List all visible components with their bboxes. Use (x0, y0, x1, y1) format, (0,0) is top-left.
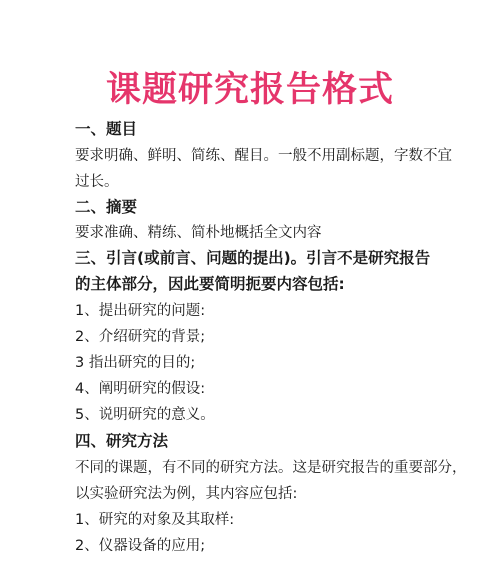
list-item: 3 指出研究的目的; (75, 355, 196, 371)
paragraph-line: 以实验研究法为例，其内容应包括: (75, 486, 298, 502)
list-item: 4、阐明研究的假设: (75, 381, 206, 397)
section-heading-2: 二、摘要 (75, 198, 138, 216)
list-item: 1、研究的对象及其取样: (75, 512, 235, 528)
section-heading-3-cont: 的主体部分，因此要简明扼要内容包括: (75, 275, 345, 293)
paragraph-line: 要求明确、鲜明、简练、醒目。一般不用副标题，字数不宜 (75, 148, 452, 164)
list-item: 2、介绍研究的背景; (75, 329, 206, 345)
list-item: 5、说明研究的意义。 (75, 407, 215, 423)
section-heading-1: 一、题目 (75, 120, 138, 138)
paragraph-line: 要求准确、精练、简朴地概括全文内容 (75, 225, 322, 241)
list-item: 2、仪器设备的应用; (75, 538, 206, 554)
page-title: 课题研究报告格式 (105, 70, 394, 110)
section-heading-3: 三、引言(或前言、问题的提出)。引言不是研究报告 (75, 249, 431, 267)
paragraph-line: 不同的课题，有不同的研究方法。这是研究报告的重要部分， (75, 460, 467, 476)
paragraph-line: 过长。 (75, 174, 119, 190)
section-heading-4: 四、研究方法 (75, 432, 169, 450)
list-item: 1、提出研究的问题: (75, 303, 206, 319)
